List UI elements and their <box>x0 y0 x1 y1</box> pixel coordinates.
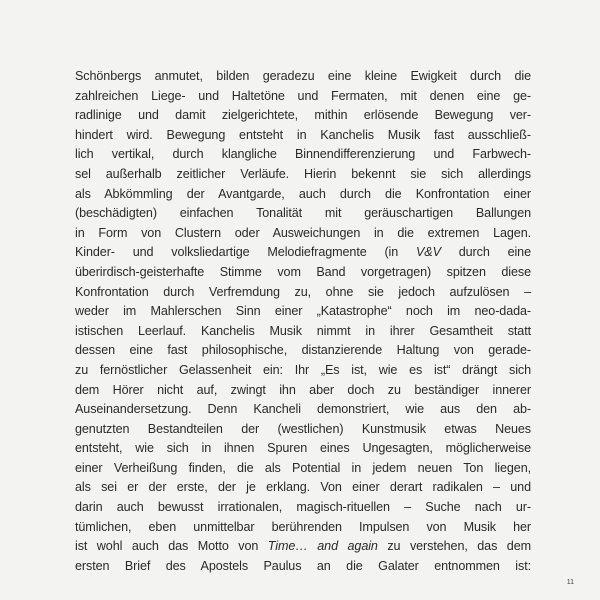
text-line <box>75 439 531 459</box>
text-segment: tümlichen, eben unmittelbar berührenden Impulsen von Musik her <box>75 519 531 534</box>
text-segment: dessen eine fast philosophische, distanzierende Haltung von gerade- <box>75 343 531 358</box>
text-segment: einer Verheißung finden, die als Potential in jedem neuen Ton liegen, <box>75 460 531 475</box>
text-segment: radlinige und damit zielgerichtete, mithin erlösende Bewegung ver- <box>75 108 531 123</box>
text-line <box>75 537 531 557</box>
text-segment: zu fernöstlicher Gelassenheit ein: Ihr „Es ist, wie es ist“ drängt sich <box>75 362 531 377</box>
text-segment: ist wohl auch das Motto von <box>75 539 268 554</box>
text-line <box>75 204 531 224</box>
page-number: 11 <box>566 579 574 586</box>
text-line <box>75 243 531 263</box>
text-segment: ersten Brief des Apostels Paulus an die Galater entnommen ist: <box>75 558 531 573</box>
text-line <box>75 145 531 165</box>
text-segment: Auseinandersetzung. Denn Kancheli demonstriert, wie aus den ab- <box>75 402 531 417</box>
text-line <box>75 518 531 538</box>
text-segment: lich vertikal, durch klangliche Binnendifferenzierung und Farbwech- <box>75 147 531 162</box>
text-segment: darin auch bewusst irrationalen, magisch-rituellen – Suche nach ur- <box>75 500 531 515</box>
text-line <box>75 165 531 185</box>
text-segment: weder im Mahlerschen Sinn einer „Katastrophe“ noch im neo-dada- <box>75 304 531 319</box>
italic-title: V&V <box>416 245 441 260</box>
text-segment: als sei er der erste, der je erklang. Von einer derart radikalen – und <box>75 480 531 495</box>
body-text <box>75 67 531 576</box>
text-segment: in Form von Clustern oder Ausweichungen in die extremen Lagen. <box>75 225 531 240</box>
text-line <box>75 126 531 146</box>
text-segment: durch eine <box>440 245 531 260</box>
text-line <box>75 361 531 381</box>
text-line <box>75 420 531 440</box>
text-segment: als Abkömmling der Avantgarde, auch durch die Konfrontation einer <box>75 186 531 201</box>
text-line <box>75 459 531 479</box>
text-segment: zahlreichen Liege- und Haltetöne und Fermaten, mit denen eine ge- <box>75 88 531 103</box>
text-line <box>75 224 531 244</box>
text-segment: überirdisch-geisterhafte Stimme vom Band vorgetragen) spitzen diese <box>75 264 531 279</box>
text-line <box>75 283 531 303</box>
text-segment: sel außerhalb zeitlicher Verläufe. Hierin bekennt sie sich allerdings <box>75 166 531 181</box>
text-segment: Konfrontation durch Verfremdung zu, ohne sie jedoch aufzulösen – <box>75 284 531 299</box>
text-line <box>75 263 531 283</box>
text-segment: hindert wird. Bewegung entsteht in Kanchelis Musik fast ausschließ- <box>75 127 531 142</box>
text-segment: dem Hörer nicht auf, zwingt ihn aber doch zu beständiger innerer <box>75 382 531 397</box>
text-line <box>75 87 531 107</box>
text-line <box>75 322 531 342</box>
italic-title: Time… and again <box>267 539 378 554</box>
text-line <box>75 498 531 518</box>
text-segment: Kinder- und volksliedartige Melodiefragmente (in <box>75 245 416 260</box>
text-line <box>75 185 531 205</box>
text-segment: entsteht, wie sich in ihnen Spuren eines Ungesagten, möglicherweise <box>75 441 531 456</box>
text-segment: genutzten Bestandteilen der (westlichen) Kunstmusik etwas Neues <box>75 421 531 436</box>
text-line <box>75 106 531 126</box>
text-line <box>75 67 531 87</box>
text-segment: (beschädigten) einfachen Tonalität mit geräuschartigen Ballungen <box>75 206 531 221</box>
text-segment: istischen Leerlauf. Kanchelis Musik nimmt in ihrer Gesamtheit statt <box>75 323 531 338</box>
text-line <box>75 557 531 577</box>
text-line <box>75 381 531 401</box>
text-line <box>75 400 531 420</box>
text-segment: Schönbergs anmutet, bilden geradezu eine kleine Ewigkeit durch die <box>75 69 531 83</box>
text-line <box>75 478 531 498</box>
text-segment: zu verstehen, das dem <box>377 539 531 554</box>
text-line <box>75 302 531 322</box>
text-line <box>75 341 531 361</box>
